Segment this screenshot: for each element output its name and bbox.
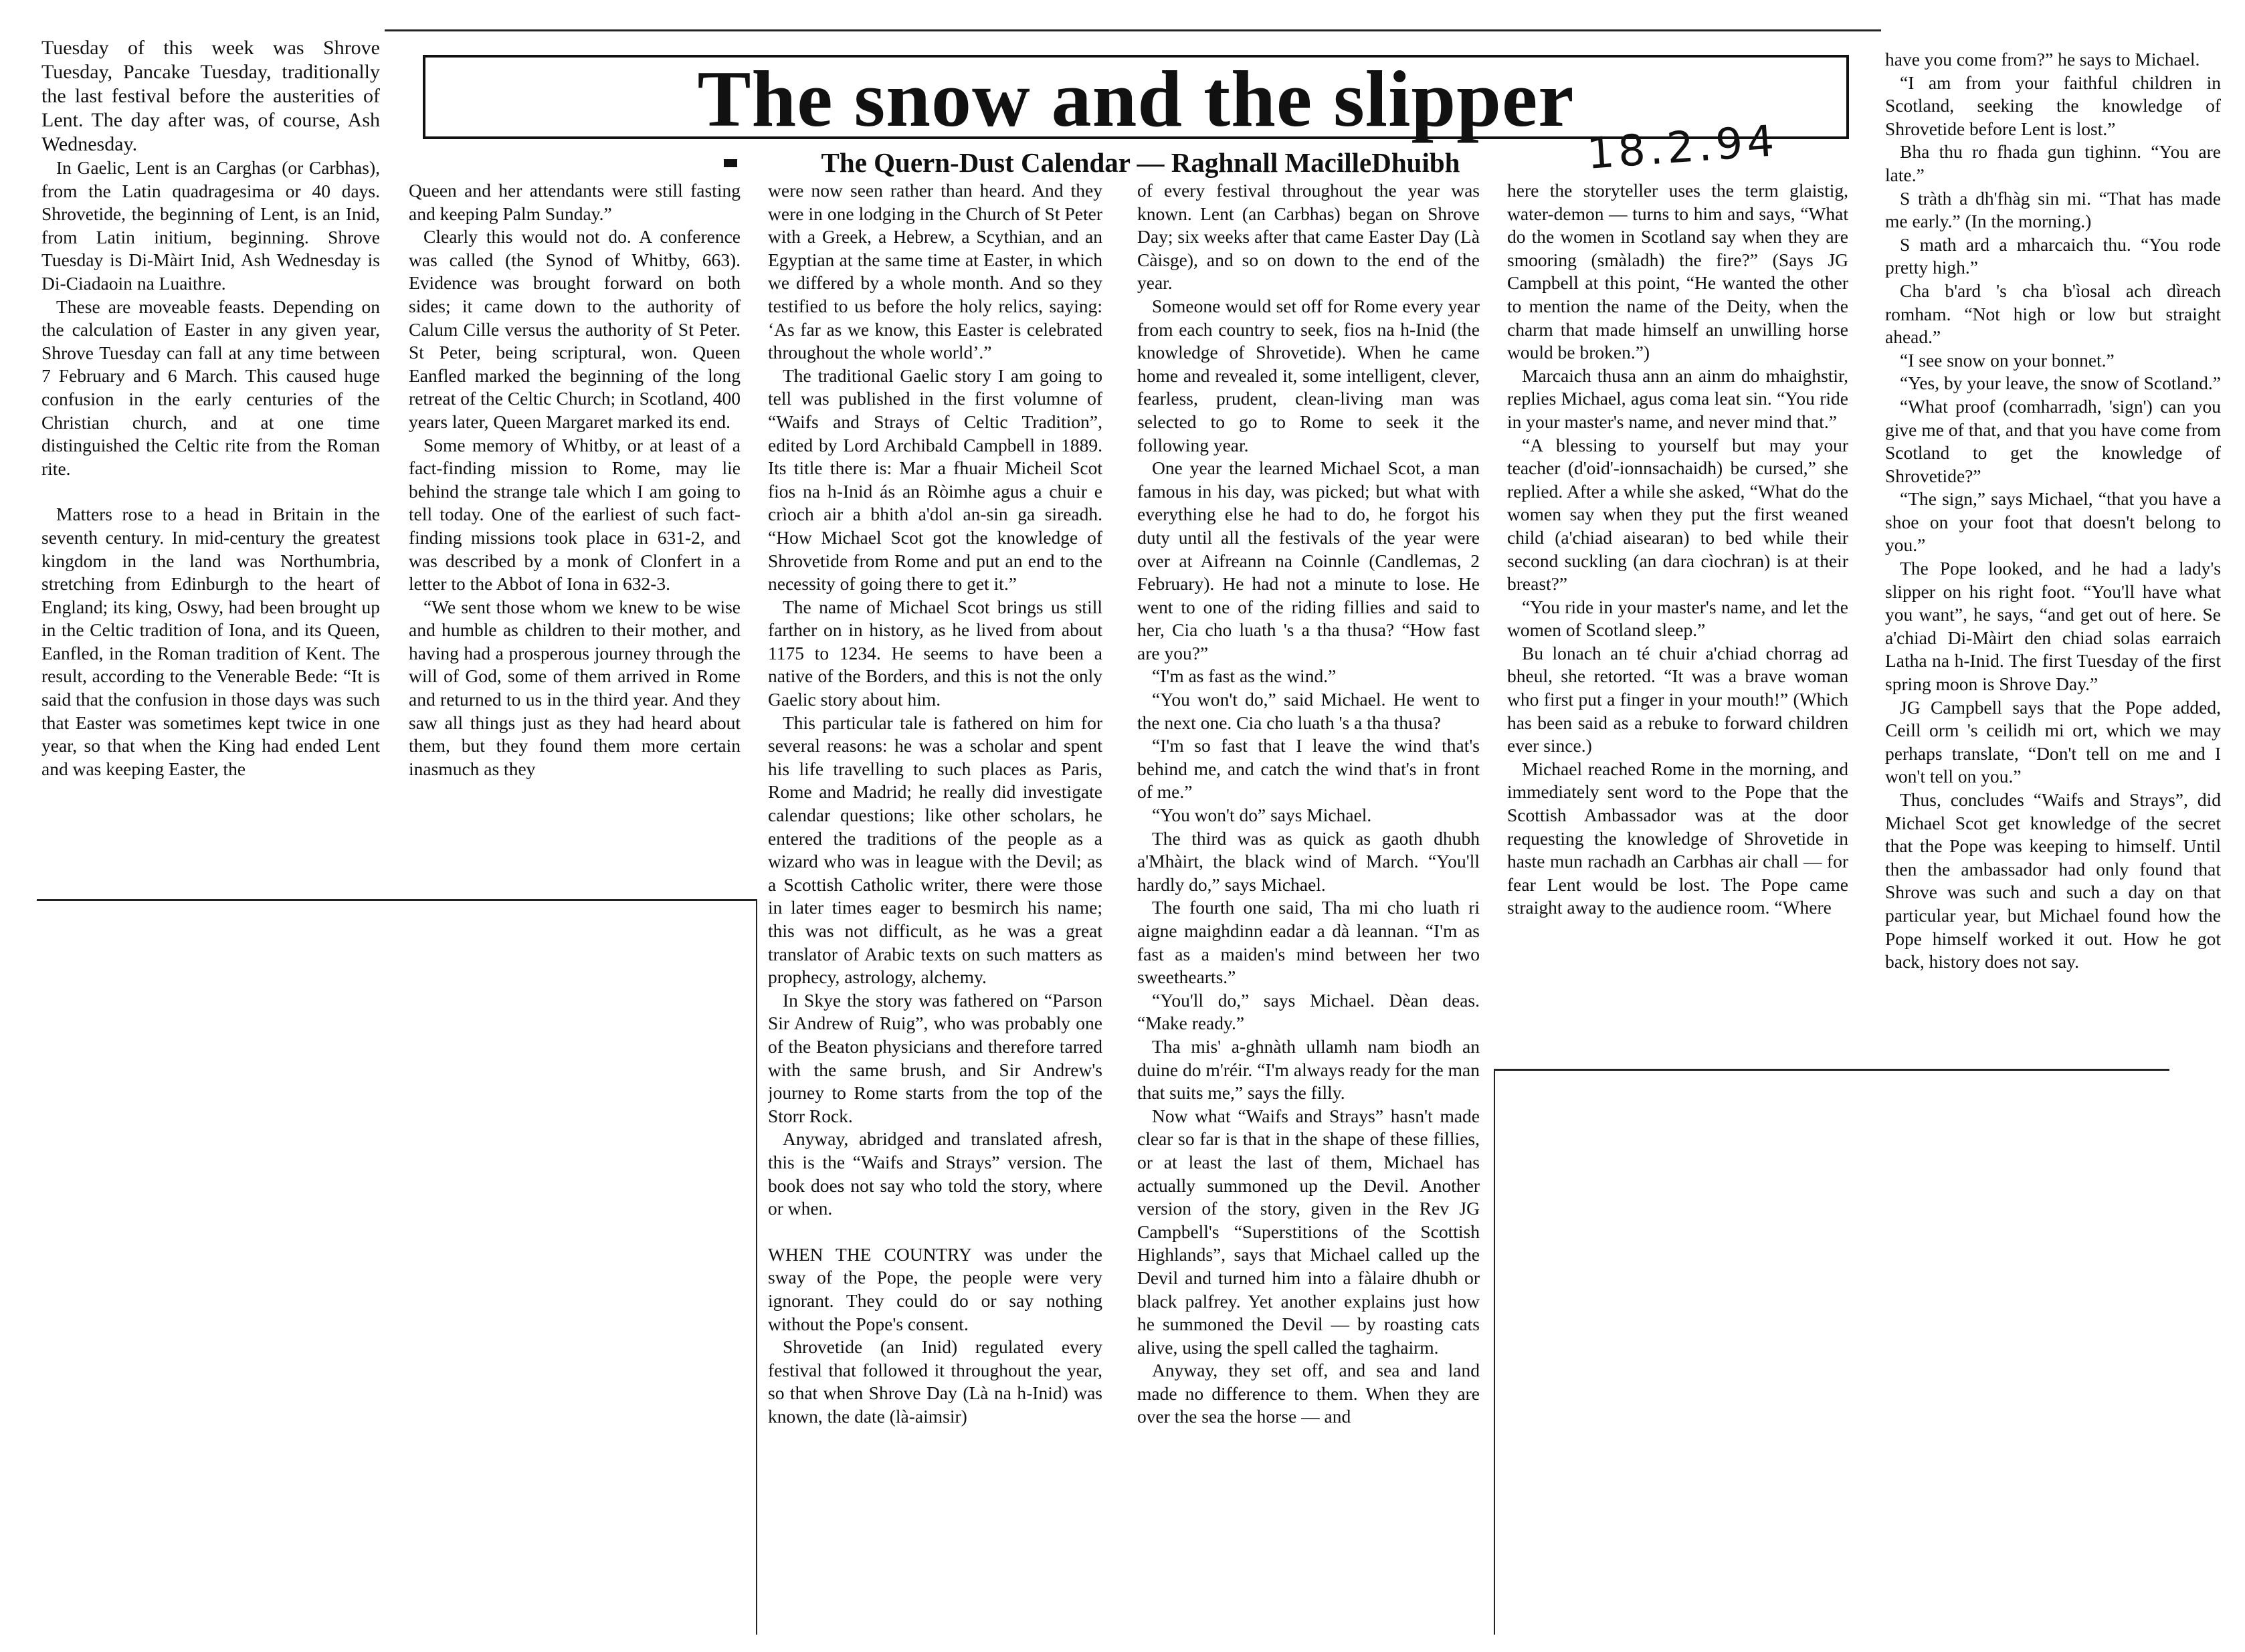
top-rule xyxy=(385,29,1881,31)
section-rule-left xyxy=(37,899,756,901)
paragraph: “You ride in your master's name, and let the women of Scotland sleep.” xyxy=(1507,596,1848,641)
paragraph: “What proof (comharradh, 'sign') can you give me of that, and that you have come from Scotland to get the knowledge of Shrovetide?” xyxy=(1885,395,2221,486)
paragraph: Anyway, they set off, and sea and land made no difference to them. When they are over the sea the horse — and xyxy=(1137,1360,1480,1427)
paragraph: here the storyteller uses the term glaistig, water-demon — turns to him and says, “What do the women in Scotland say when they are smooring (smàladh) the fire?” (Says JG Campbell at this point, “He wanted the other to mention the name of the Deity, when the charm that made himself an unwilling horse would be broken.”) xyxy=(1507,180,1848,363)
paragraph: Bu lonach an té chuir a'chiad chorrag ad bheul, she retorted. “It was a brave woman who first put a finger in your mouth!” (Which has been said as a rebuke to forward children ever since.) xyxy=(1507,642,1848,756)
paragraph: Michael reached Rome in the morning, and immediately sent word to the Pope that the Scottish Ambassador was at the door requesting the knowledge of Shrovetide in haste mun rachadh an Carbhas air chall — for fear Lent would be lost. The Pope came straight away to the audience room. “Where xyxy=(1507,758,1848,918)
paragraph: “The sign,” says Michael, “that you have a shoe on your foot that doesn't belong to you.” xyxy=(1885,488,2221,556)
subheading: The Quern-Dust Calendar — Raghnall MacilleDhuibh xyxy=(821,147,1460,178)
paragraph: S math ard a mharcaich thu. “You rode pretty high.” xyxy=(1885,233,2221,278)
paragraph: “Yes, by your leave, the snow of Scotland.” xyxy=(1900,373,2221,394)
paragraph: Cha b'ard 's cha b'ìosal ach dìreach romham. “Not high or low but straight ahead.” xyxy=(1885,280,2221,348)
paragraph: “You'll do,” says Michael. Dèan deas. “Make ready.” xyxy=(1137,989,1480,1034)
paragraph: WHEN THE COUNTRY was under the sway of the Pope, the people were very ignorant. They could do or say nothing without the Pope's consent. xyxy=(768,1243,1102,1334)
column-5 xyxy=(1507,179,1848,1063)
column-rule-3 xyxy=(756,899,757,1635)
paragraph: Queen and her attendants were still fasting and keeping Palm Sunday.” xyxy=(409,180,741,224)
paragraph: Clearly this would not do. A conference was called (the Synod of Whitby, 663). Evidence was brought forward on both sides; it came down to the authority of Calum Cille versus the authority of St Peter. St Peter, being scriptural, won. Queen Eanfled marked the beginning of the long retreat of the Celtic Church; in Scotland, 400 years later, Queen Margaret marked its end. xyxy=(409,226,741,432)
paragraph: The traditional Gaelic story I am going to tell was published in the first volumne of “Waifs and Strays of Celtic Tradition”, edited by Lord Archibald Campbell in 1889. Its title there is: Mar a fhuair Micheil Scot fios na h-Inid ás an Ròimhe agus a chuir e crìoch air a bhith a'dol an-sin ga sireadh. “How Michael Scot got the knowledge of Shrovetide from Rome and put an end to the necessity of going there to get it.” xyxy=(768,365,1102,595)
paragraph: were now seen rather than heard. And they were in one lodging in the Church of St Peter with a Greek, a Hebrew, a Scythian, and an Egyptian at the same time at Easter, in which we differed by a whole month. And so they testified to us before the holy relics, saying: ‘As far as we know, this Easter is celebrated throughout the whole world’.” xyxy=(768,180,1102,363)
paragraph: “You won't do,” said Michael. He went to the next one. Cia cho luath 's a tha thusa? xyxy=(1137,689,1480,733)
paragraph: Tuesday of this week was Shrove Tuesday, Pancake Tuesday, traditionally the last festival before the austerities of Lent. The day after was, of course, Ash Wednesday. xyxy=(41,37,380,155)
paragraph: Some memory of Whitby, or at least of a fact-finding mission to Rome, may lie behind the strange tale which I am going to tell today. One of the earliest of such fact-finding missions took place in 631-2, and was described by a monk of Clonfert in a letter to the Abbot of Iona in 632-3. xyxy=(409,434,741,595)
paragraph: “A blessing to yourself but may your teacher (d'oid'-ionnsachaidh) be cursed,” she replied. After a while she asked, “What do the women say when they put the first weaned child (a'chiad aisearan) to bed while their second suckling (an dara cìochran) is at their breast?” xyxy=(1507,434,1848,595)
paragraph: This particular tale is fathered on him for several reasons: he was a scholar and spent his life travelling to such places as Paris, Rome and Madrid; he really did investigate calendar questions; like other scholars, he entered the traditions of the people as a wizard who was in league with the Devil; as a Scottish Catholic writer, there were those in later times eager to besmirch his name; this was not difficult, as he was a great translator of Arabic texts on such matters as prophecy, astrology, alchemy. xyxy=(768,712,1102,988)
paragraph: In Gaelic, Lent is an Carghas (or Carbhas), from the Latin quadragesima or 40 days. Shrovetide, the beginning of Lent, is an Inid, from Latin initium, beginning. Shrove Tuesday is Di-Màirt Inid, Ash Wednesday is Di-Ciadaoin na Luaithre. xyxy=(41,157,380,294)
paragraph: Someone would set off for Rome every year from each country to seek, fios na h-Inid (the knowledge of Shrovetide). When he came home and revealed it, some intelligent, clever, fearless, prudent, clean-living man was selected to go to Rome to seek it the following year. xyxy=(1137,295,1480,455)
paragraph: “I am from your faithful children in Scotland, seeking the knowledge of Shrovetide before Lent is lost.” xyxy=(1885,72,2221,139)
paragraph: JG Campbell says that the Pope added, Ceill orm 's ceilidh mi ort, which we may perhaps translate, “Don't tell on me and I won't tell on you.” xyxy=(1885,696,2221,787)
paragraph: These are moveable feasts. Depending on the calculation of Easter in any given year, Shrove Tuesday can fall at any time between 7 February and 6 March. This caused huge confusion in the early centuries of the Christian church, and at one time distinguished the Celtic rite from the Roman rite. xyxy=(41,296,380,479)
paragraph: S tràth a dh'fhàg sin mi. “That has made me early.” (In the morning.) xyxy=(1885,187,2221,232)
paragraph: have you come from?” he says to Michael. xyxy=(1885,49,2200,70)
paragraph: Now what “Waifs and Strays” hasn't made clear so far is that in the shape of these fillies, or at least the last of them, Michael has actually summoned up the Devil. Another version of the story, given in the Rev JG Campbell's “Superstitions of the Scottish Highlands”, says that Michael called up the Devil and turned him into a fàlaire dhubh or black palfrey. Yet another explains just how he summoned the Devil — by roasting cats alive, using the spell called the taghairm. xyxy=(1137,1105,1480,1358)
column-1 xyxy=(41,36,380,892)
paragraph: “I'm as fast as the wind.” xyxy=(1152,665,1337,687)
paragraph: Bha thu ro fhada gun tighinn. “You are late.” xyxy=(1885,141,2221,185)
paragraph: The third was as quick as gaoth dhubh a'Mhàirt, the black wind of March. “You'll hardly do,” says Michael. xyxy=(1137,827,1480,895)
headline: The snow and the slipper xyxy=(697,54,1575,143)
paragraph: One year the learned Michael Scot, a man famous in his day, was picked; but what with everything else he had to do, he forgot his duty until all the festivals of the year were over at Aifreann na Coinnle (Candlemas, 2 February). He had not a minute to lose. He went to one of the riding fillies and said to her, Cia cho luath 's a tha thusa? “How fast are you?” xyxy=(1137,457,1480,663)
paragraph: The Pope looked, and he had a lady's slipper on his right foot. “You'll have what you want”, he says, “and get out of here. Se a'chiad Di-Màirt den chiad solas earraich Latha na h-Inid. The first Tuesday of the first spring moon is Shrove Day.” xyxy=(1885,558,2221,695)
paragraph: The name of Michael Scot brings us still farther on in history, as he lived from about 1175 to 1234. He seems to have been a native of the Borders, and this is not the only Gaelic story about him. xyxy=(768,596,1102,710)
paragraph: of every festival throughout the year was known. Lent (an Carbhas) began on Shrove Day; six weeks after that came Easter Day (Là Càisge), and so on down to the end of the year. xyxy=(1137,180,1480,294)
column-rule-4 xyxy=(1494,1070,1495,1635)
paragraph: “I see snow on your bonnet.” xyxy=(1900,349,2115,371)
column-4 xyxy=(1137,179,1480,1631)
paragraph: The fourth one said, Tha mi cho luath ri aigne maighdinn eadar a dà leannan. “I'm as fast as a maiden's mind between her two sweethearts.” xyxy=(1137,897,1480,988)
column-6 xyxy=(1885,48,2221,1071)
paragraph: Marcaich thusa ann an ainm do mhaighstir, replies Michael, agus coma leat sin. “You ride in your master's name, and never mind that.” xyxy=(1507,365,1848,432)
paragraph: Matters rose to a head in Britain in the seventh century. In mid-century the greatest kingdom in the land was Northumbria, stretching from Edinburgh to the heart of England; its king, Oswy, had been brought up in the Celtic tradition of Iona, and its Queen, Eanfled, in the Roman tradition of Kent. The result, according to the Venerable Bede: “It is said that the confusion in those days was such that Easter was sometimes kept twice in one year, so that when the King had ended Lent and was keeping Easter, the xyxy=(41,504,380,779)
paragraph: Tha mis' a-ghnàth ullamh nam biodh an duine do m'réir. “I'm always ready for the man that suits me,” says the filly. xyxy=(1137,1035,1480,1104)
paragraph: In Skye the story was fathered on “Parson Sir Andrew of Ruig”, who was probably one of the Beaton physicians and therefore tarred with the same brush, and Sir Andrew's journey to Rome starts from the top of the Storr Rock. xyxy=(768,989,1102,1126)
column-3 xyxy=(768,179,1102,1631)
paragraph: Anyway, abridged and translated afresh, this is the “Waifs and Strays” version. The book does not say who told the story, where or when. xyxy=(768,1128,1102,1219)
paragraph: Thus, concludes “Waifs and Strays”, did Michael Scot get knowledge of the secret that the Pope was keeping to himself. Until then the ambassador had only found that Shrove was such and such a day on that particular year, but Michael found how the Pope himself worked it out. How he got back, history does not say. xyxy=(1885,789,2221,972)
paragraph: “You won't do” says Michael. xyxy=(1152,805,1372,826)
column-2 xyxy=(409,179,741,894)
handwritten-date: 18.2.94 xyxy=(1585,116,1780,179)
paragraph: “I'm so fast that I leave the wind that's behind me, and catch the wind that's in front of me.” xyxy=(1137,735,1480,803)
paragraph: “We sent those whom we knew to be wise and humble as children to their mother, and having had a prosperous journey through the will of God, some of them arrived in Rome and returned to us in the third year. And they saw all things just as they had heard about them, but they found them more certain inasmuch as they xyxy=(409,596,741,779)
paragraph: Shrovetide (an Inid) regulated every festival that followed it throughout the year, so that when Shrove Day (Là na h-Inid) was known, the date (là-aimsir) xyxy=(768,1336,1102,1427)
